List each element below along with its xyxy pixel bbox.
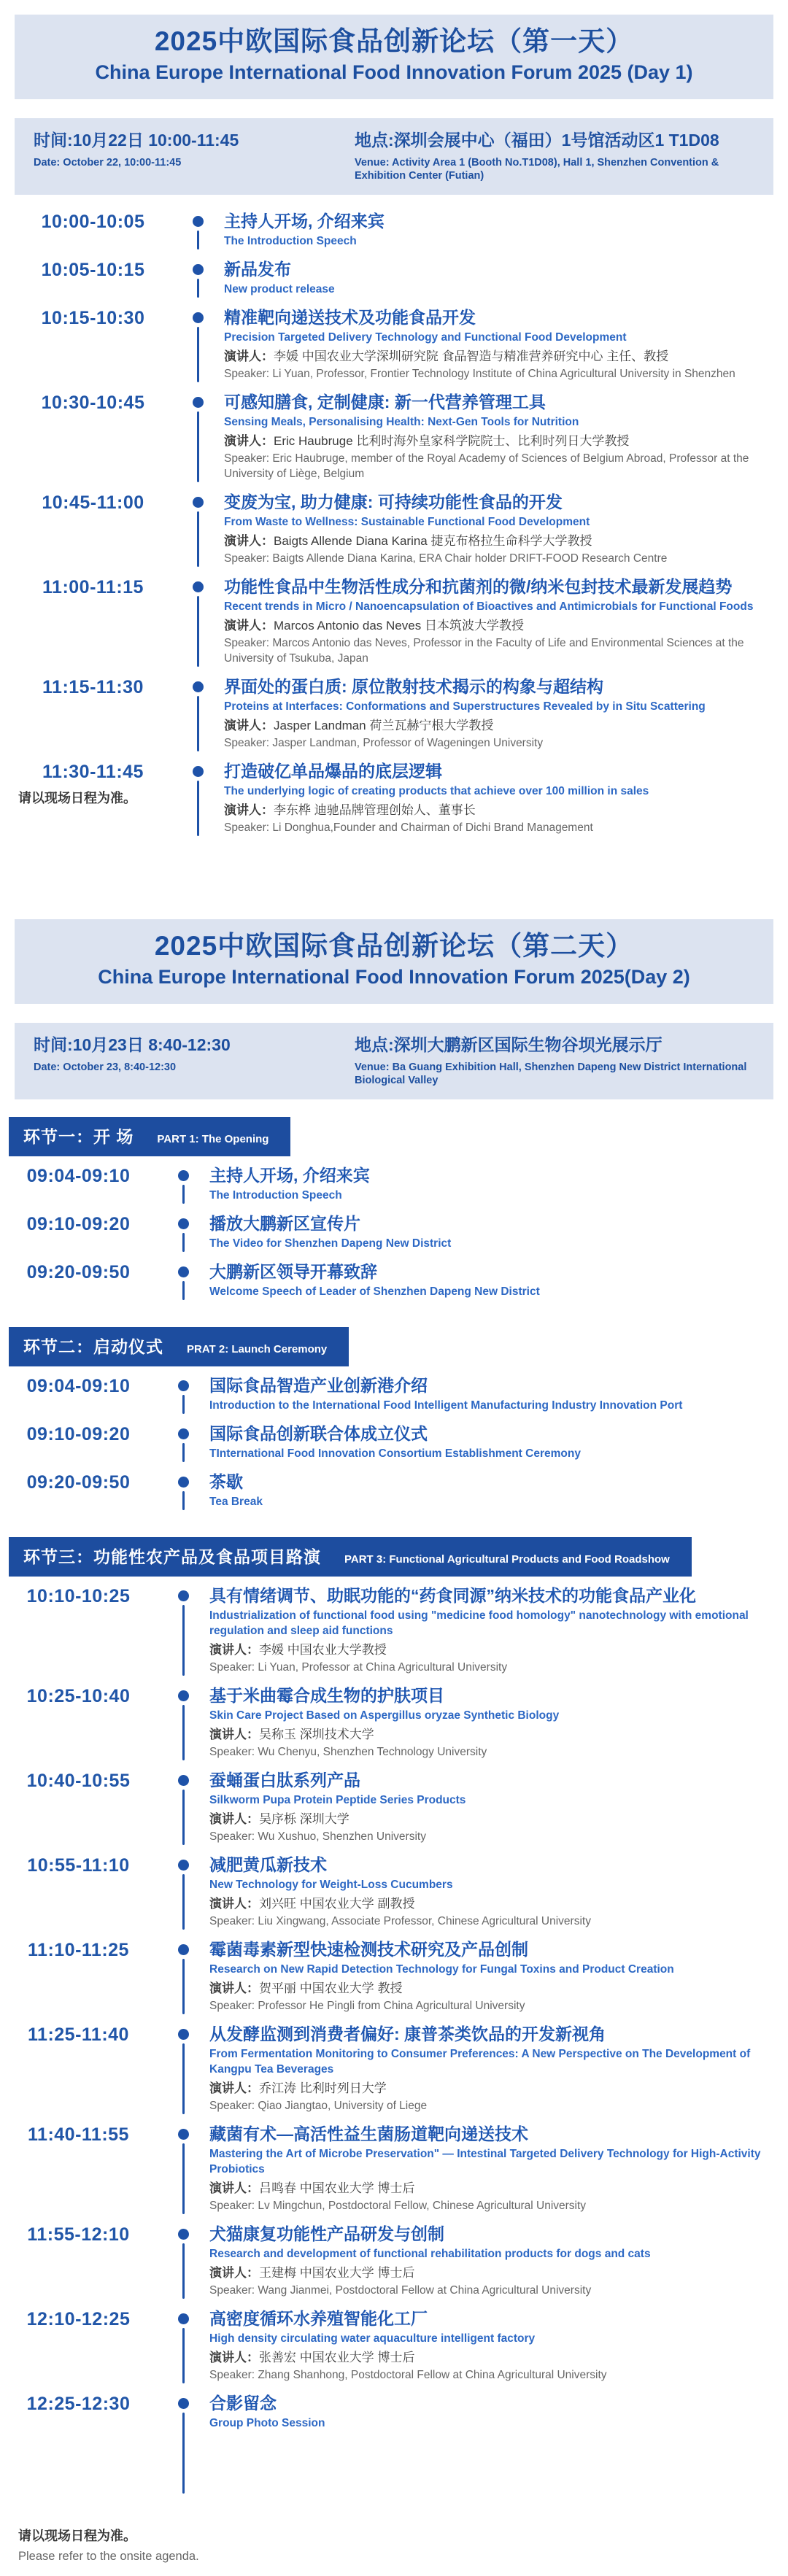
item-title-cn: 藏菌有术—高活性益生菌肠道靶向递送技术 (209, 2124, 528, 2143)
day2-title-cn: 2025中欧国际食品创新论坛（第二天） (154, 931, 634, 961)
item-title-en: New Technology for Weight-Loss Cucumbers (209, 1879, 453, 1891)
item-content (209, 1261, 788, 1301)
timeline-rail (157, 1165, 209, 1205)
timeline-line (197, 327, 199, 382)
speaker-label: 演讲人： (209, 1728, 259, 1741)
item-title-en: The Introduction Speech (209, 1189, 342, 1202)
timeline-dot (178, 2229, 189, 2240)
item-time: 10:40-10:55 (26, 1771, 131, 1791)
timeline-dot (193, 216, 204, 227)
part-section (0, 1099, 788, 1301)
timeline-dot (178, 1218, 189, 1229)
timeline-dot (178, 1590, 189, 1601)
day2-info-time (34, 1034, 355, 1074)
speaker-name-cn: 吕鸣春 中国农业大学 博士后 (259, 2181, 415, 2195)
timeline-line (197, 696, 199, 751)
agenda-item (0, 1471, 788, 1512)
agenda-item (0, 1770, 788, 1846)
item-title-en: Skin Care Project Based on Aspergillus oryzae Synthetic Biology (209, 1709, 560, 1722)
timeline-dot (193, 766, 204, 777)
item-time: 09:04-09:10 (26, 1166, 131, 1186)
day2-info-venue (355, 1034, 754, 1087)
item-title-en: The Introduction Speech (224, 235, 357, 247)
item-time: 12:10-12:25 (26, 2309, 131, 2329)
item-speaker-cn (224, 717, 768, 735)
item-title-en: Welcome Speech of Leader of Shenzhen Dapeng New District (209, 1285, 540, 1298)
speaker-name-cn: Marcos Antonio das Neves 日本筑波大学教授 (274, 619, 524, 633)
speaker-label: 演讲人： (209, 1981, 259, 1995)
timeline-rail (157, 1854, 209, 1931)
item-time: 11:25-11:40 (28, 2024, 129, 2045)
agenda-item (0, 1685, 788, 1762)
item-title-cn: 精准靶向递送技术及功能食品开发 (224, 308, 476, 327)
timeline-line (182, 1281, 185, 1300)
item-title-en: Mastering the Art of Microbe Preservation" — Intestinal Targeted Delivery Technology for High-Activity Probiotics (209, 2148, 761, 2175)
item-time: 10:05-10:15 (41, 260, 145, 280)
item-time: 09:10-09:20 (26, 1214, 131, 1234)
item-time: 09:20-09:50 (26, 1472, 131, 1493)
item-content (209, 1939, 788, 2016)
timeline-rail (157, 1423, 209, 1463)
speaker-label: 演讲人： (224, 434, 274, 448)
item-time: 10:10-10:25 (26, 1586, 131, 1606)
item-speaker-en: Speaker: Eric Haubruge, member of the Royal Academy of Sciences of Belgium Abroad, Professor at the University of Liège, Belgium (224, 452, 749, 480)
item-title-cn: 变废为宝, 助力健康: 可持续功能性食品的开发 (224, 492, 563, 511)
agenda-item (0, 1585, 788, 1677)
timeline-line (182, 1959, 185, 2014)
item-title-cn: 打造破亿单品爆品的底层逻辑 (224, 762, 442, 781)
timeline-dot (193, 497, 204, 508)
timeline-rail (157, 1939, 209, 2016)
timeline-dot (178, 1860, 189, 1871)
day1-title-cn: 2025中欧国际食品创新论坛（第一天） (154, 26, 634, 56)
day1-venue-en: Venue: Activity Area 1 (Booth No.T1D08), Hall 1, Shenzhen Convention & Exhibition Center (Futian) (355, 157, 719, 182)
day2-time-en: Date: October 23, 8:40-12:30 (34, 1061, 177, 1073)
item-title-cn: 高密度循环水养殖智能化工厂 (209, 2309, 428, 2328)
item-time: 11:40-11:55 (28, 2124, 129, 2145)
timeline-dot (178, 1266, 189, 1277)
item-title-en: Research and development of functional rehabilitation products for dogs and cats (209, 2248, 651, 2260)
item-speaker-cn (209, 1726, 782, 1744)
speaker-label: 演讲人： (209, 2081, 259, 2095)
item-content (209, 2024, 788, 2116)
speaker-name-cn: Eric Haubruge 比利时海外皇家科学院院士、比利时列日大学教授 (274, 434, 630, 448)
speaker-label: 演讲人： (209, 1897, 259, 1911)
timeline-rail (171, 392, 224, 484)
item-title-cn: 播放大鹏新区宣传片 (209, 1214, 360, 1233)
day1-time-en: Date: October 22, 10:00-11:45 (34, 157, 182, 169)
item-content (209, 1375, 788, 1415)
item-content (209, 1213, 788, 1253)
agenda-item (15, 576, 773, 668)
item-speaker-en: Speaker: Li Yuan, Professor, Frontier Technology Institute of China Agricultural University in Shenzhen (224, 368, 735, 380)
item-speaker-en: Speaker: Wu Xushuo, Shenzhen University (209, 1830, 426, 1843)
part-label-en: PART 3: Functional Agricultural Products and Food Roadshow (344, 1553, 670, 1566)
day1-onsite-note: 请以现场日程为准。 (18, 791, 136, 805)
timeline-rail (157, 2308, 209, 2385)
speaker-name-cn: 李东桦 迪驰品牌管理创始人、董事长 (274, 803, 476, 817)
item-speaker-en: Speaker: Liu Xingwang, Associate Professor, Chinese Agricultural University (209, 1915, 591, 1927)
day2-note-cn: 请以现场日程为准。 (18, 2529, 136, 2543)
speaker-label: 演讲人： (209, 1643, 259, 1657)
timeline-line (182, 1874, 185, 1930)
item-time: 09:04-09:10 (26, 1376, 131, 1396)
timeline-rail (171, 259, 224, 299)
item-title-cn: 基于米曲霉合成生物的护肤项目 (209, 1686, 444, 1705)
part-section (0, 1310, 788, 1512)
timeline-dot (193, 397, 204, 408)
timeline-line (182, 1443, 185, 1462)
speaker-name-cn: 王建梅 中国农业大学 博士后 (259, 2266, 415, 2280)
timeline-line (182, 2328, 185, 2383)
agenda-item (0, 1939, 788, 2016)
timeline-dot (193, 264, 204, 275)
day1-time-cn: 时间:10月22日 10:00-11:45 (34, 131, 239, 150)
speaker-label: 演讲人： (224, 803, 274, 817)
agenda-item (15, 392, 773, 484)
item-time: 10:30-10:45 (41, 392, 145, 413)
day2-header (15, 919, 773, 1004)
item-speaker-cn (209, 1641, 782, 1659)
timeline-rail (171, 676, 224, 753)
item-speaker-en: Speaker: Wu Chenyu, Shenzhen Technology University (209, 1746, 487, 1758)
day2-section (0, 919, 788, 2576)
timeline-line (182, 1705, 185, 1760)
item-title-en: New product release (224, 283, 335, 295)
timeline-dot (178, 2029, 189, 2040)
timeline-dot (178, 1380, 189, 1391)
item-time: 10:15-10:30 (41, 308, 145, 328)
item-title-cn: 蚕蛹蛋白肽系列产品 (209, 1771, 360, 1790)
speaker-label: 演讲人： (224, 534, 274, 548)
item-speaker-cn (209, 1811, 782, 1828)
timeline-dot (178, 1170, 189, 1181)
part-banner (9, 1537, 692, 1577)
part-label-en: PART 1: The Opening (157, 1133, 269, 1145)
day1-info-bar (15, 118, 773, 195)
day1-venue-cn: 地点:深圳会展中心（福田）1号馆活动区1 T1D08 (355, 131, 719, 150)
item-title-en: From Waste to Wellness: Sustainable Functional Food Development (224, 516, 590, 528)
timeline-dot (178, 2313, 189, 2324)
speaker-label: 演讲人： (209, 1812, 259, 1826)
timeline-line (197, 511, 199, 567)
item-content (224, 307, 773, 384)
item-title-cn: 可感知膳食, 定制健康: 新一代营养管理工具 (224, 392, 546, 411)
timeline-line (197, 411, 199, 482)
item-speaker-cn (209, 2349, 782, 2367)
item-content (209, 1165, 788, 1205)
item-time: 11:00-11:15 (42, 577, 144, 597)
timeline-rail (171, 761, 224, 838)
speaker-name-cn: 吴序栎 深圳大学 (259, 1812, 349, 1826)
item-content (209, 2308, 788, 2385)
item-content (209, 1471, 788, 1512)
timeline-line (182, 1605, 185, 1676)
item-time: 11:15-11:30 (42, 677, 144, 697)
timeline-rail (157, 1471, 209, 1512)
timeline-rail (157, 1685, 209, 1762)
item-title-en: Tea Break (209, 1496, 263, 1508)
item-speaker-en: Speaker: Zhang Shanhong, Postdoctoral Fellow at China Agricultural University (209, 2369, 607, 2381)
item-title-cn: 减肥黄瓜新技术 (209, 1855, 327, 1874)
item-title-cn: 犬猫康复功能性产品研发与创制 (209, 2224, 444, 2243)
item-title-cn: 国际食品智造产业创新港介绍 (209, 1376, 428, 1395)
timeline-rail (171, 492, 224, 568)
item-content (209, 2224, 788, 2300)
speaker-name-cn: 张善宏 中国农业大学 博士后 (259, 2351, 415, 2364)
timeline-rail (157, 1585, 209, 1677)
timeline-dot (178, 1428, 189, 1439)
item-speaker-en: Speaker: Baigts Allende Diana Karina, ERA Chair holder DRIFT-FOOD Research Centre (224, 552, 668, 565)
item-time: 12:25-12:30 (26, 2394, 131, 2414)
timeline-line (182, 1491, 185, 1510)
agenda-item (0, 2393, 788, 2495)
item-title-cn: 从发酵监测到消费者偏好: 康普茶类饮品的开发新视角 (209, 2024, 606, 2043)
timeline-dot (178, 1477, 189, 1488)
item-title-en: Sensing Meals, Personalising Health: Next-Gen Tools for Nutrition (224, 416, 579, 428)
item-title-en: Group Photo Session (209, 2417, 325, 2429)
timeline-rail (157, 2393, 209, 2495)
item-content (209, 1423, 788, 1463)
timeline-dot (193, 312, 204, 323)
item-time: 10:45-11:00 (42, 492, 144, 513)
item-time: 09:20-09:50 (26, 1262, 131, 1283)
item-speaker-en: Speaker: Li Yuan, Professor at China Agricultural University (209, 1661, 508, 1674)
item-content (224, 392, 773, 484)
day2-parts (0, 1099, 788, 2495)
day1-section (0, 15, 788, 838)
speaker-label: 演讲人： (224, 719, 274, 732)
timeline-rail (157, 2124, 209, 2216)
item-title-cn: 国际食品创新联合体成立仪式 (209, 1424, 428, 1443)
item-speaker-en: Speaker: Marcos Antonio das Neves, Professor in the Faculty of Life and Environmental Sciences at the University of Tsukuba, Japan (224, 637, 744, 665)
timeline-line (182, 2143, 185, 2214)
item-title-cn: 茶歇 (209, 1472, 243, 1491)
part-label-cn: 环节三：功能性农产品及食品项目路演 (23, 1547, 321, 1566)
item-title-cn: 具有情绪调节、助眠功能的“药食同源”纳米技术的功能食品产业化 (209, 1586, 696, 1605)
speaker-label: 演讲人： (224, 349, 274, 363)
part-label-cn: 环节二：启动仪式 (23, 1337, 163, 1356)
agenda-item (0, 1261, 788, 1301)
day1-title-en: China Europe International Food Innovation Forum 2025 (Day 1) (95, 61, 693, 83)
agenda-item (0, 2124, 788, 2216)
speaker-name-cn: 乔江涛 比利时列日大学 (259, 2081, 387, 2095)
agenda-item (0, 2024, 788, 2116)
item-content (209, 1854, 788, 1931)
item-speaker-cn (224, 433, 768, 450)
speaker-name-cn: 李媛 中国农业大学深圳研究院 食品智造与精准营养研究中心 主任、教授 (274, 349, 669, 363)
item-time: 11:10-11:25 (28, 1940, 129, 1960)
timeline-line (182, 2413, 185, 2494)
agenda-item (15, 676, 773, 753)
item-time: 10:25-10:40 (26, 1686, 131, 1706)
item-speaker-en: Speaker: Li Donghua,Founder and Chairman of Dichi Brand Management (224, 821, 593, 834)
timeline-rail (157, 1261, 209, 1301)
item-content (224, 492, 773, 568)
item-content (209, 1585, 788, 1677)
speaker-name-cn: 李媛 中国农业大学教授 (259, 1643, 387, 1657)
item-speaker-cn (224, 802, 768, 819)
timeline-dot (178, 1944, 189, 1955)
item-speaker-cn (224, 348, 768, 365)
item-content (224, 211, 773, 251)
item-title-cn: 大鹏新区领导开幕致辞 (209, 1262, 377, 1281)
agenda-item (15, 492, 773, 568)
item-title-cn: 主持人开场, 介绍来宾 (209, 1166, 370, 1185)
agenda-item (0, 1375, 788, 1415)
part-label-en: PRAT 2: Launch Ceremony (187, 1343, 328, 1355)
item-speaker-cn (209, 1895, 782, 1913)
day2-venue-cn: 地点:深圳大鹏新区国际生物谷坝光展示厅 (355, 1035, 663, 1054)
item-speaker-en: Speaker: Qiao Jiangtao, University of Liege (209, 2100, 428, 2112)
timeline-line (182, 1790, 185, 1845)
timeline-line (197, 279, 199, 298)
item-speaker-cn (209, 2180, 782, 2197)
speaker-name-cn: 贺平丽 中国农业大学 教授 (259, 1981, 403, 1995)
part-section (0, 1520, 788, 2495)
item-title-en: From Fermentation Monitoring to Consumer Preferences: A New Perspective on The Development of Kangpu Tea Beverages (209, 2048, 751, 2076)
item-time: 11:55-12:10 (27, 2224, 130, 2245)
item-title-cn: 界面处的蛋白质: 原位散射技术揭示的构象与超结构 (224, 677, 604, 696)
timeline-line (197, 231, 199, 250)
speaker-label: 演讲人： (209, 2266, 259, 2280)
item-title-en: Industrialization of functional food using "medicine food homology" nanotechnology with emotional regulation and sleep aid functions (209, 1609, 749, 1637)
timeline-rail (157, 2024, 209, 2116)
speaker-label: 演讲人： (209, 2351, 259, 2364)
item-content (224, 676, 773, 753)
agenda-item (0, 1213, 788, 1253)
speaker-label: 演讲人： (224, 619, 274, 633)
item-content (209, 2124, 788, 2216)
timeline-dot (178, 1690, 189, 1701)
speaker-label: 演讲人： (209, 2181, 259, 2195)
day2-onsite-note (18, 2527, 199, 2564)
speaker-name-cn: 刘兴旺 中国农业大学 副教授 (259, 1897, 415, 1911)
item-speaker-en: Speaker: Wang Jianmei, Postdoctoral Fellow at China Agricultural University (209, 2284, 592, 2297)
timeline-line (182, 1395, 185, 1414)
item-content (209, 1770, 788, 1846)
timeline-line (197, 781, 199, 836)
item-title-en: Proteins at Interfaces: Conformations and Superstructures Revealed by in Situ Scattering (224, 700, 706, 713)
agenda-item (15, 211, 773, 251)
item-speaker-cn (224, 533, 768, 550)
item-title-cn: 主持人开场, 介绍来宾 (224, 212, 385, 231)
timeline-line (182, 1185, 185, 1204)
timeline-dot (178, 2398, 189, 2409)
item-title-en: Silkworm Pupa Protein Peptide Series Products (209, 1794, 466, 1806)
part-banner (9, 1327, 349, 1366)
day2-time-cn: 时间:10月23日 8:40-12:30 (34, 1035, 231, 1054)
item-title-en: High density circulating water aquaculture intelligent factory (209, 2332, 536, 2345)
item-title-cn: 功能性食品中生物活性成分和抗菌剂的微/纳米包封技术最新发展趋势 (224, 577, 733, 596)
timeline-line (182, 1233, 185, 1252)
timeline-rail (171, 211, 224, 251)
day2-info-bar (15, 1023, 773, 1099)
item-speaker-cn (209, 2080, 782, 2097)
speaker-name-cn: Jasper Landman 荷兰瓦赫宁根大学教授 (274, 719, 494, 732)
day1-header (15, 15, 773, 99)
agenda-item (0, 1165, 788, 1205)
day2-title-en: China Europe International Food Innovation Forum 2025(Day 2) (98, 966, 690, 988)
timeline-rail (171, 576, 224, 668)
item-speaker-en: Speaker: Lv Mingchun, Postdoctoral Fellow, Chinese Agricultural University (209, 2200, 587, 2212)
item-content (209, 1685, 788, 1762)
item-time: 09:10-09:20 (26, 1424, 131, 1444)
item-title-cn: 新品发布 (224, 260, 291, 279)
timeline-line (197, 596, 199, 667)
timeline-dot (193, 681, 204, 692)
item-time: 11:30-11:45 (42, 762, 144, 782)
item-content (224, 259, 773, 299)
agenda-item (0, 1423, 788, 1463)
timeline-dot (193, 581, 204, 592)
agenda-item (0, 1854, 788, 1931)
item-content (224, 576, 773, 668)
item-speaker-cn (209, 2264, 782, 2282)
timeline-rail (157, 1213, 209, 1253)
speaker-name-cn: 吴称玉 深圳技术大学 (259, 1728, 374, 1741)
timeline-dot (178, 2129, 189, 2140)
item-title-en: Research on New Rapid Detection Technology for Fungal Toxins and Product Creation (209, 1963, 674, 1976)
item-title-cn: 合影留念 (209, 2394, 277, 2413)
timeline-line (182, 2043, 185, 2114)
agenda-item (15, 259, 773, 299)
speaker-name-cn: Baigts Allende Diana Karina 捷克布格拉生命科学大学教授 (274, 534, 592, 548)
item-content (209, 2393, 788, 2495)
timeline-dot (178, 1775, 189, 1786)
part-label-cn: 环节一：开 场 (23, 1127, 134, 1146)
item-content (224, 761, 773, 838)
item-title-en: The underlying logic of creating products that achieve over 100 million in sales (224, 785, 649, 797)
item-time: 10:00-10:05 (41, 212, 145, 232)
agenda-item (15, 307, 773, 384)
day1-info-venue (355, 129, 754, 182)
item-speaker-cn (224, 617, 768, 635)
day1-info-time (34, 129, 355, 169)
day2-note-en: Please refer to the onsite agenda. (18, 2550, 199, 2563)
item-title-en: The Video for Shenzhen Dapeng New District (209, 1237, 452, 1250)
item-title-cn: 霉菌毒素新型快速检测技术研究及产品创制 (209, 1940, 528, 1959)
timeline-rail (171, 307, 224, 384)
item-title-en: Precision Targeted Delivery Technology and Functional Food Development (224, 331, 627, 344)
item-speaker-cn (209, 1980, 782, 1997)
item-time: 10:55-11:10 (27, 1855, 130, 1876)
item-speaker-en: Speaker: Professor He Pingli from China Agricultural University (209, 2000, 525, 2012)
day1-agenda (0, 211, 788, 838)
item-speaker-en: Speaker: Jasper Landman, Professor of Wageningen University (224, 737, 544, 749)
timeline-rail (157, 2224, 209, 2300)
timeline-rail (157, 1770, 209, 1846)
agenda-item (0, 2224, 788, 2300)
item-title-en: TInternational Food Innovation Consortium Establishment Ceremony (209, 1447, 581, 1460)
part-banner (9, 1117, 290, 1156)
timeline-rail (157, 1375, 209, 1415)
item-title-en: Recent trends in Micro / Nanoencapsulation of Bioactives and Antimicrobials for Functional Foods (224, 600, 754, 613)
day2-venue-en: Venue: Ba Guang Exhibition Hall, Shenzhen Dapeng New District International Biological Valley (355, 1061, 747, 1086)
timeline-line (182, 2243, 185, 2299)
agenda-item (0, 2308, 788, 2385)
item-title-en: Introduction to the International Food Intelligent Manufacturing Industry Innovation Port (209, 1399, 683, 1412)
